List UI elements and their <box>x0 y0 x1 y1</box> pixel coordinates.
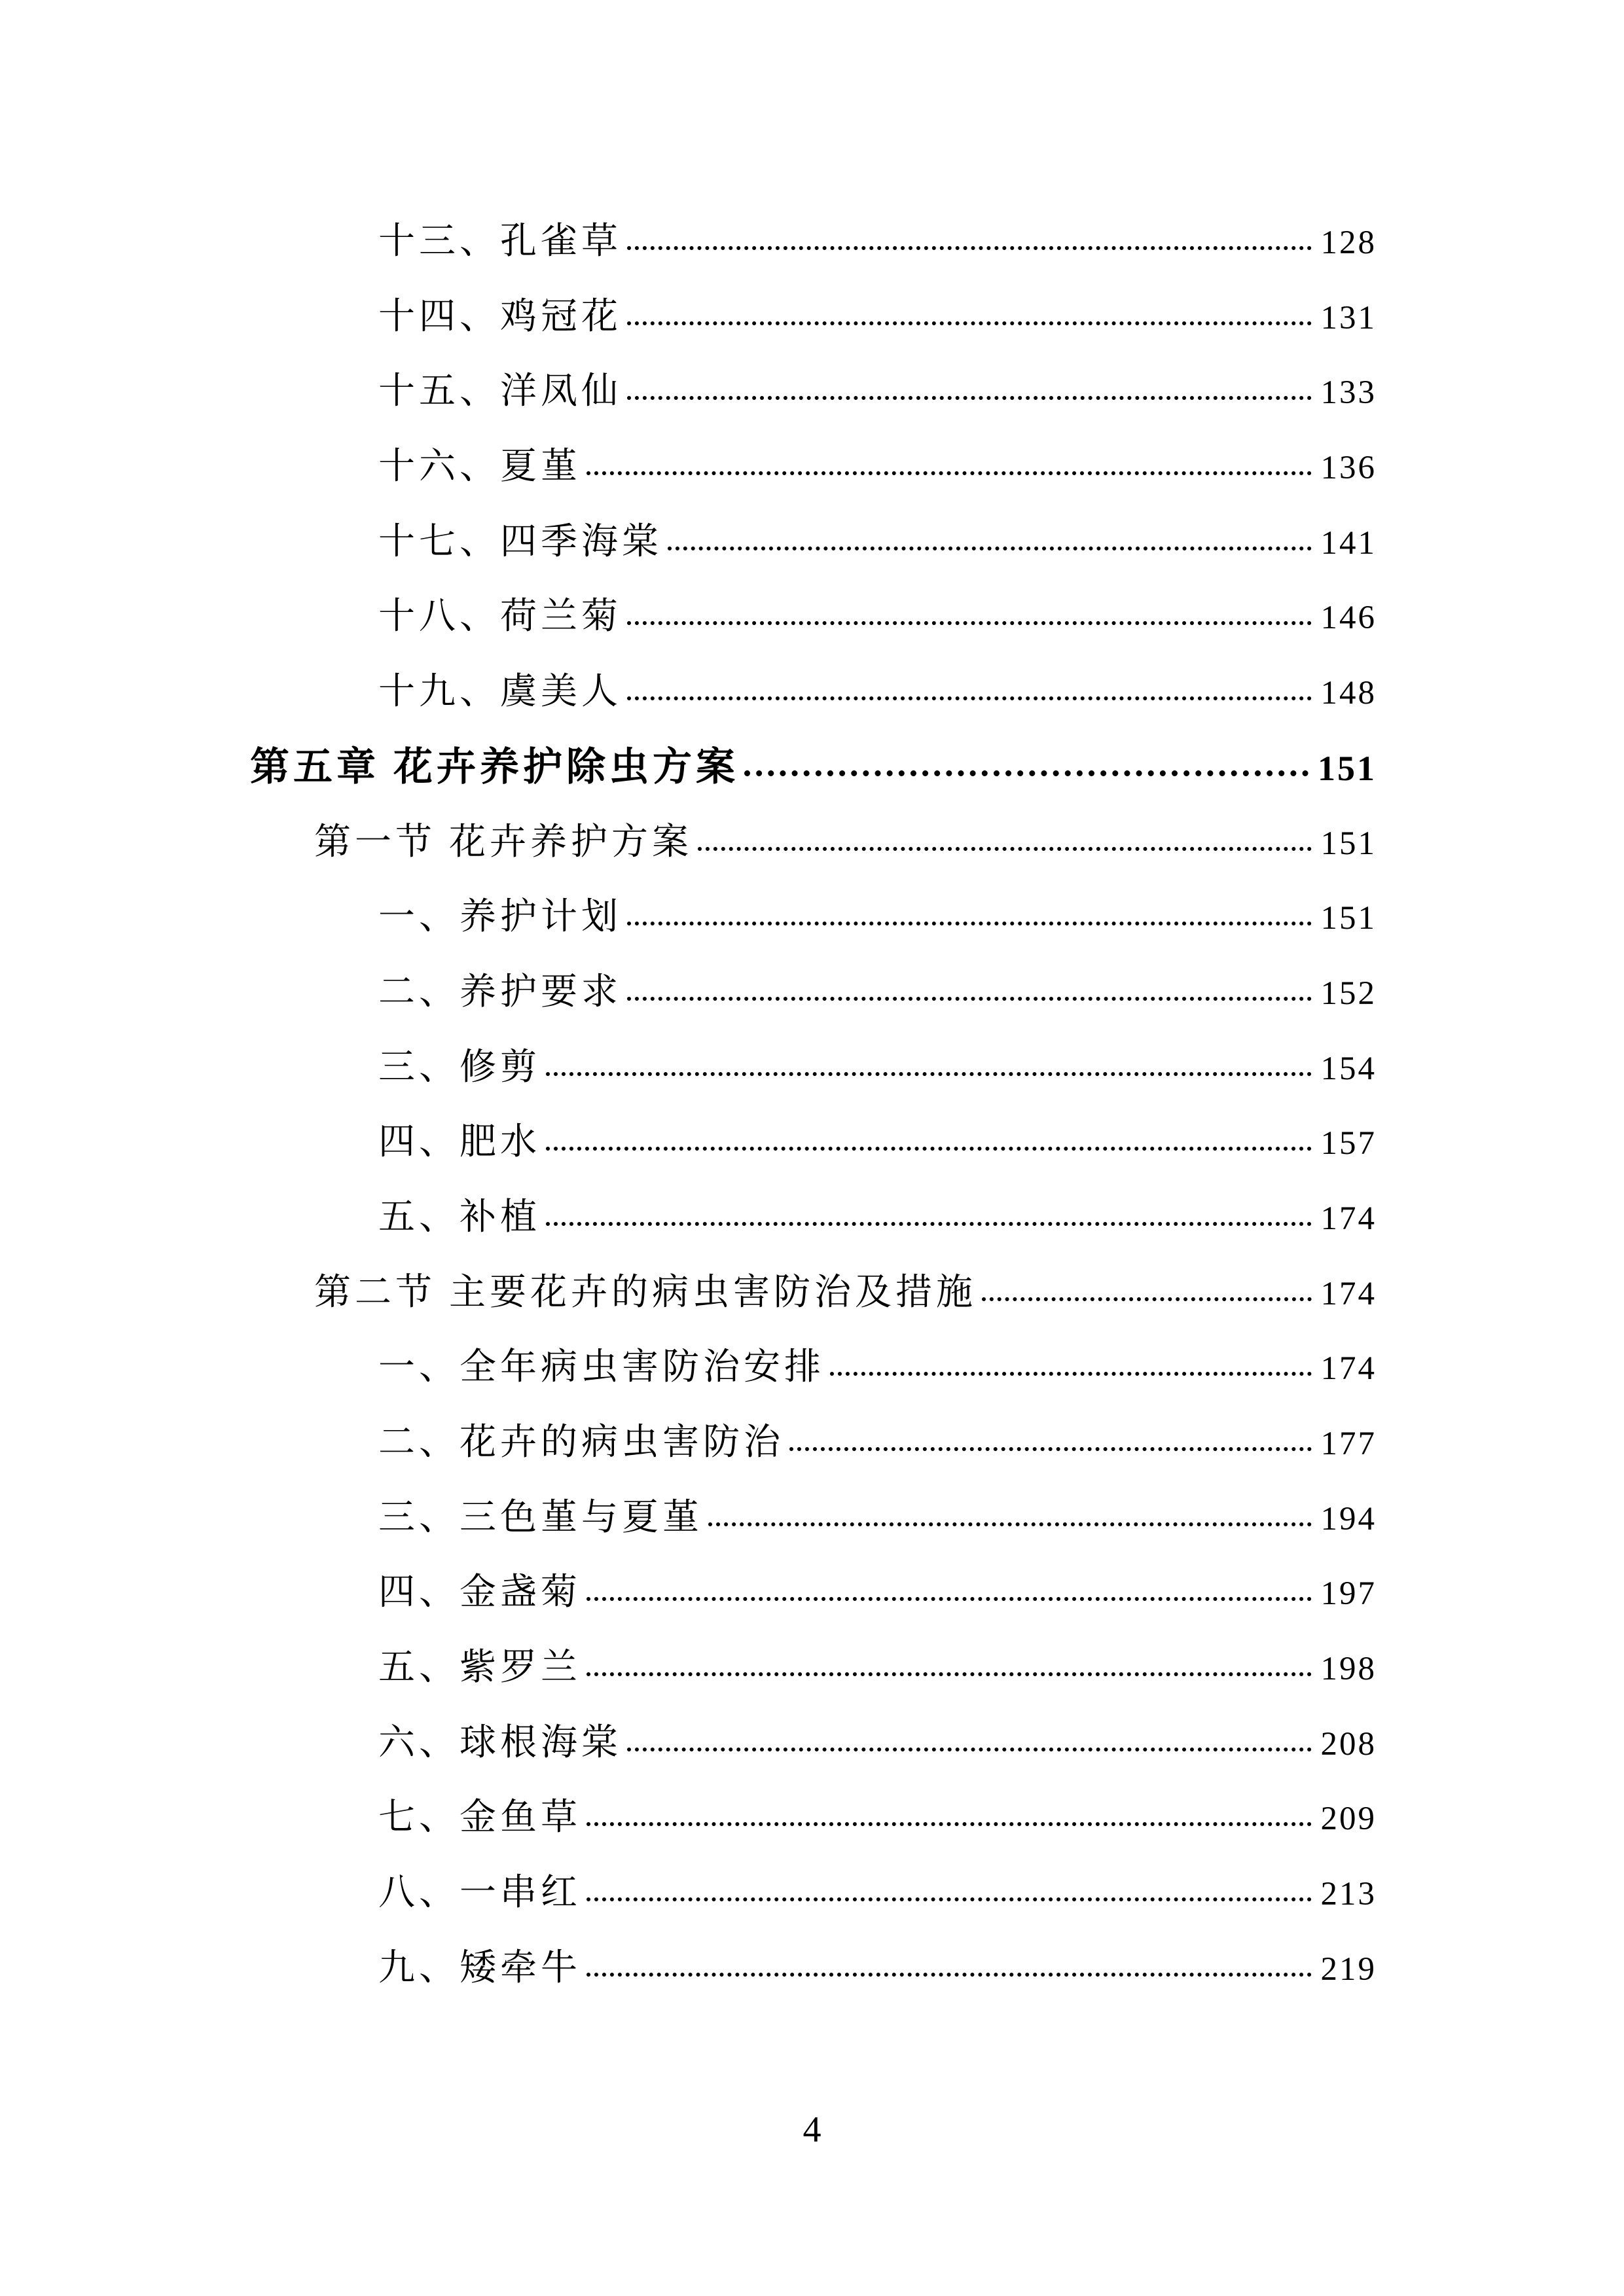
leader-dots <box>744 770 1308 776</box>
leader-dots <box>789 1447 1312 1451</box>
leader-dots <box>627 621 1312 625</box>
leader-dots <box>627 997 1312 1001</box>
leader-dots <box>830 1372 1312 1376</box>
toc-entry-label: 十八、荷兰菊 <box>378 596 622 637</box>
toc-entry-label: 二、养护要求 <box>378 971 622 1013</box>
toc-entry[interactable] <box>250 1030 1377 1105</box>
leader-dots <box>698 847 1312 851</box>
toc-entry[interactable] <box>250 1931 1377 2006</box>
toc-entry[interactable] <box>250 1330 1377 1405</box>
toc-entry-page-number: 151 <box>1320 825 1377 862</box>
leader-dots <box>627 922 1312 925</box>
toc-entry[interactable] <box>250 429 1377 505</box>
toc-entry-page-number: 136 <box>1320 450 1377 487</box>
toc-entry-label: 五、紫罗兰 <box>378 1647 581 1689</box>
toc-entry-label: 第一节 花卉养护方案 <box>314 821 693 863</box>
toc-entry-label: 五、补植 <box>378 1196 541 1238</box>
toc-list <box>250 204 1377 2006</box>
toc-entry-label: 六、球根海棠 <box>378 1722 622 1763</box>
leader-dots <box>708 1522 1312 1526</box>
toc-entry[interactable] <box>250 880 1377 955</box>
toc-entry-label: 十四、鸡冠花 <box>378 296 622 337</box>
toc-entry-label: 三、三色堇与夏堇 <box>378 1497 703 1538</box>
page-number: 4 <box>803 2109 821 2150</box>
toc-entry[interactable] <box>250 204 1377 279</box>
toc-entry-page-number: 131 <box>1320 299 1377 336</box>
toc-entry[interactable] <box>250 1105 1377 1180</box>
leader-dots <box>627 1748 1312 1751</box>
page-footer <box>0 2109 1624 2151</box>
leader-dots <box>586 1973 1312 1977</box>
toc-entry-label: 一、全年病虫害防治安排 <box>378 1347 825 1388</box>
toc-entry-page-number: 146 <box>1320 600 1377 637</box>
leader-dots <box>668 547 1312 550</box>
toc-entry-page-number: 151 <box>1320 900 1377 937</box>
toc-entry-page-number: 194 <box>1320 1500 1377 1537</box>
toc-entry-label: 四、肥水 <box>378 1122 541 1163</box>
leader-dots <box>586 1897 1312 1901</box>
toc-entry-page-number: 213 <box>1320 1876 1377 1913</box>
leader-dots <box>627 696 1312 700</box>
toc-entry-label: 十三、孔雀草 <box>378 221 622 262</box>
leader-dots <box>627 321 1312 325</box>
toc-entry-page-number: 128 <box>1320 224 1377 261</box>
toc-entry-page-number: 198 <box>1320 1651 1377 1688</box>
toc-entry[interactable] <box>250 279 1377 355</box>
toc-entry-label: 七、金鱼草 <box>378 1797 581 1839</box>
toc-entry-label: 十七、四季海棠 <box>378 521 662 562</box>
leader-dots <box>586 1597 1312 1601</box>
toc-entry[interactable] <box>250 505 1377 580</box>
toc-entry-page-number: 152 <box>1320 975 1377 1012</box>
toc-entry[interactable] <box>250 955 1377 1030</box>
toc-entry-page-number: 154 <box>1320 1050 1377 1087</box>
toc-entry[interactable] <box>250 1630 1377 1706</box>
toc-entry[interactable] <box>250 1555 1377 1630</box>
toc-entry[interactable] <box>250 1255 1377 1331</box>
toc-entry-page-number: 157 <box>1320 1125 1377 1162</box>
toc-entry-label: 一、养护计划 <box>378 897 622 938</box>
toc-entry-label: 四、金盏菊 <box>378 1572 581 1613</box>
toc-entry[interactable] <box>250 1405 1377 1480</box>
toc-entry[interactable] <box>250 1180 1377 1255</box>
toc-entry-page-number: 219 <box>1320 1950 1377 1988</box>
leader-dots <box>586 471 1312 475</box>
toc-entry[interactable] <box>250 655 1377 730</box>
toc-entry-page-number: 177 <box>1320 1426 1377 1462</box>
toc-entry[interactable] <box>250 354 1377 429</box>
toc-entry-label: 第五章 花卉养护除虫方案 <box>250 745 739 789</box>
leader-dots <box>546 1072 1312 1076</box>
toc-entry-page-number: 151 <box>1318 748 1377 788</box>
toc-entry[interactable] <box>250 730 1377 805</box>
toc-entry-page-number: 174 <box>1320 1350 1377 1388</box>
toc-entry[interactable] <box>250 1480 1377 1556</box>
toc-entry-label: 九、矮牵牛 <box>378 1947 581 1988</box>
toc-entry-page-number: 208 <box>1320 1725 1377 1763</box>
toc-entry[interactable] <box>250 1856 1377 1931</box>
toc-entry-label: 八、一串红 <box>378 1873 581 1914</box>
toc-entry-page-number: 197 <box>1320 1575 1377 1613</box>
toc-entry-page-number: 174 <box>1320 1200 1377 1237</box>
leader-dots <box>982 1297 1312 1301</box>
toc-entry-label: 十九、虞美人 <box>378 672 622 713</box>
leader-dots <box>627 396 1312 400</box>
leader-dots <box>546 1222 1312 1226</box>
toc-entry-label: 三、修剪 <box>378 1047 541 1088</box>
toc-entry-page-number: 141 <box>1320 524 1377 562</box>
toc-entry-page-number: 133 <box>1320 374 1377 412</box>
toc-entry[interactable] <box>250 1780 1377 1856</box>
leader-dots <box>586 1822 1312 1826</box>
toc-entry[interactable] <box>250 805 1377 880</box>
toc-entry-label: 第二节 主要花卉的病虫害防治及措施 <box>314 1272 977 1313</box>
leader-dots <box>586 1672 1312 1676</box>
toc-entry-page-number: 148 <box>1320 675 1377 712</box>
toc-entry[interactable] <box>250 579 1377 655</box>
toc-entry-page-number: 174 <box>1320 1275 1377 1312</box>
toc-entry-label: 二、花卉的病虫害防治 <box>378 1422 784 1463</box>
leader-dots <box>627 246 1312 250</box>
toc-entry[interactable] <box>250 1706 1377 1781</box>
toc-entry-label: 十六、夏堇 <box>378 446 581 488</box>
toc-entry-page-number: 209 <box>1320 1801 1377 1838</box>
leader-dots <box>546 1147 1312 1151</box>
toc-entry-label: 十五、洋凤仙 <box>378 371 622 412</box>
